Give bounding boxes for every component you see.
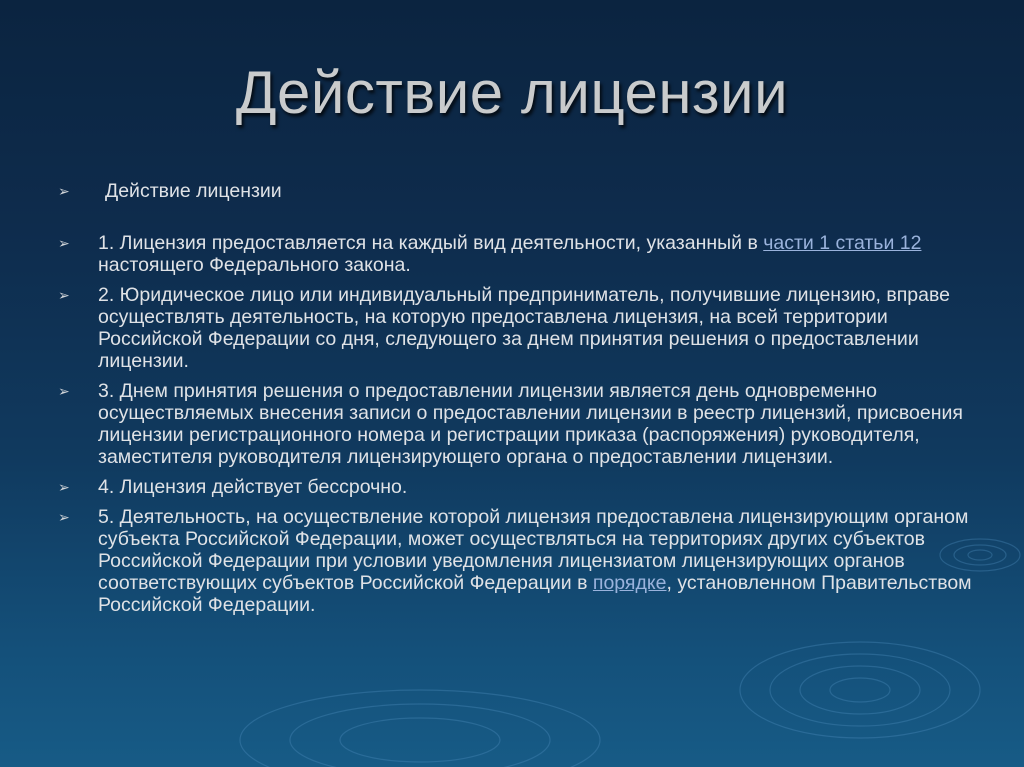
list-item bbox=[58, 506, 978, 616]
list-item bbox=[58, 380, 978, 468]
list-item bbox=[58, 232, 978, 276]
list-item bbox=[58, 284, 978, 372]
slide-content bbox=[58, 180, 978, 624]
arrow-bullet-icon: ➢ bbox=[58, 287, 70, 303]
arrow-bullet-icon: ➢ bbox=[58, 235, 70, 251]
arrow-bullet-icon: ➢ bbox=[58, 383, 70, 399]
list-item-text: 4. Лицензия действует бессрочно. bbox=[98, 476, 408, 498]
list-item-text: , установленном Правительством Российской Федерации. bbox=[98, 572, 972, 616]
list-item bbox=[58, 476, 978, 498]
list-item-text: 5. Деятельность, на осуществление которой лицензия предоставлена лицензирующим органом субъекта Российской Федерации, может осуществляться на территориях других субъектов Российской Федерации при условии уведомления лицензиатом лицензирующих органов соответствующих субъектов Российской Федерации в bbox=[98, 506, 969, 594]
list-item-text: настоящего Федерального закона. bbox=[98, 254, 411, 276]
procedure-link[interactable]: порядке bbox=[592, 572, 667, 594]
arrow-bullet-icon: ➢ bbox=[58, 183, 70, 199]
list-item-text: 1. Лицензия предоставляется на каждый вид деятельности, указанный в bbox=[98, 232, 764, 254]
slide-title: Действие лицензии bbox=[235, 59, 789, 126]
arrow-bullet-icon: ➢ bbox=[58, 509, 70, 525]
list-item bbox=[58, 180, 978, 202]
part-1-article-12-link[interactable]: части 1 статьи 12 bbox=[763, 232, 922, 254]
list-item-text: 2. Юридическое лицо или индивидуальный предприниматель, получившие лицензию, вправе осуществлять деятельность, на которую предоставлена лицензия, на всей территории Российской Федерации со дня, следующего за днем принятия решения о предоставлении лицензии. bbox=[98, 284, 950, 372]
arrow-bullet-icon: ➢ bbox=[58, 479, 70, 495]
list-item-text: Действие лицензии bbox=[105, 180, 282, 202]
list-item-text: 3. Днем принятия решения о предоставлении лицензии является день одновременно осуществляемых внесения записи о предоставлении лицензии в реестр лицензий, присвоения лицензии регистрационного номера и регистрации приказа (распоряжения) руководителя, заместителя руководителя лицензирующего органа о предоставлении лицензии. bbox=[98, 380, 963, 468]
